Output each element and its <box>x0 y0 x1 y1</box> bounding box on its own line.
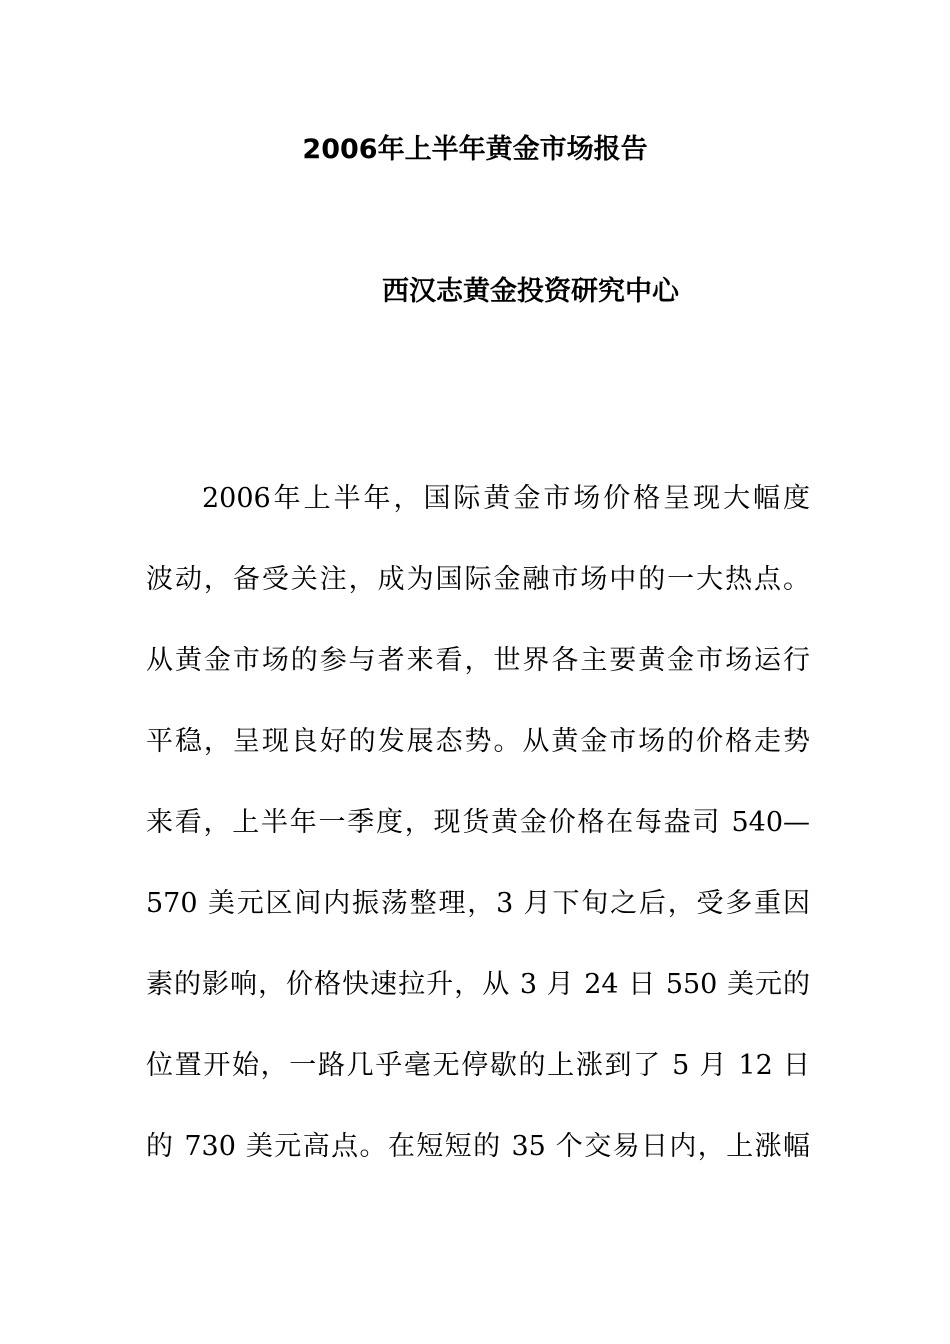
paragraph-line: 2006年上半年，国际黄金市场价格呈现大幅度 <box>202 483 810 514</box>
paragraph-line: 从黄金市场的参与者来看，世界各主要黄金市场运行 <box>146 645 810 676</box>
paragraph-line: 来看，上半年一季度，现货黄金价格在每盎司 540— <box>146 807 810 838</box>
paragraph-line: 素的影响，价格快速拉升，从 3 月 24 日 550 美元的 <box>146 969 810 1000</box>
paragraph-line: 平稳，呈现良好的发展态势。从黄金市场的价格走势 <box>146 726 810 757</box>
paragraph-line: 的 730 美元高点。在短短的 35 个交易日内，上涨幅 <box>146 1131 810 1162</box>
paragraph-line: 570 美元区间内振荡整理，3 月下旬之后，受多重因 <box>146 888 810 919</box>
paragraph-line: 位置开始，一路几乎毫无停歇的上涨到了 5 月 12 日 <box>146 1050 810 1081</box>
organization-name: 西汉志黄金投资研究中心 <box>382 276 679 307</box>
paragraph-line: 波动，备受关注，成为国际金融市场中的一大热点。 <box>146 564 810 595</box>
document-title: 2006年上半年黄金市场报告 <box>302 134 648 165</box>
body-paragraph <box>146 478 810 1207</box>
